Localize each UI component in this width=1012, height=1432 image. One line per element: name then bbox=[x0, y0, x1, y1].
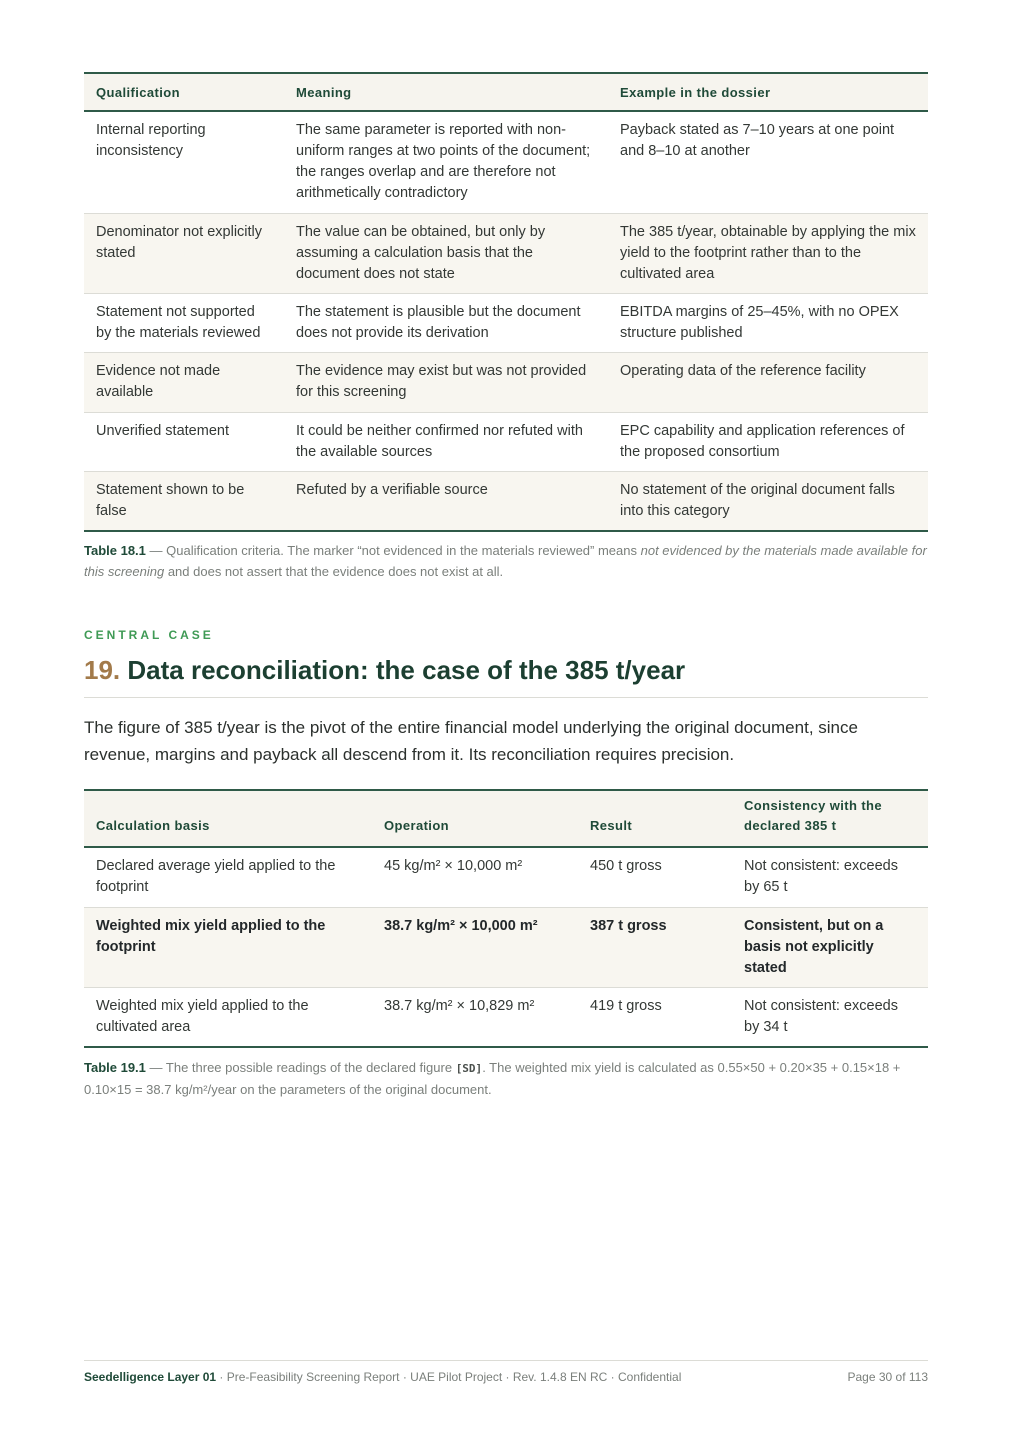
table-cell: It could be neither confirmed nor refuted with the available sources bbox=[284, 412, 608, 471]
intro-paragraph: The figure of 385 t/year is the pivot of the entire financial model underlying the original document, since revenue, margins and payback all descend from it. Its reconciliation requires precision. bbox=[84, 718, 858, 764]
caption-text: . The weighted mix yield is calculated as 0.55×50 + 0.20×35 + 0.15×18 + 0.10×15 = 38.7 kg/m²/year on the parameters of the original document. bbox=[84, 1060, 901, 1097]
qualification-criteria-table bbox=[84, 72, 928, 532]
section-kicker: CENTRAL CASE bbox=[84, 628, 214, 642]
table-cell: Refuted by a verifiable source bbox=[284, 471, 608, 531]
reconciliation-table bbox=[84, 789, 928, 1048]
table-cell: Not consistent: exceeds by 34 t bbox=[744, 997, 898, 1035]
table-row bbox=[84, 412, 928, 471]
caption-text: — The three possible readings of the declared figure bbox=[145, 1060, 456, 1075]
footer-details: · Pre-Feasibility Screening Report · UAE Pilot Project · Rev. 1.4.8 EN RC · Confidential bbox=[216, 1370, 682, 1384]
table-cell: The statement is plausible but the document does not provide its derivation bbox=[284, 293, 608, 352]
table-cell: Operating data of the reference facility bbox=[608, 352, 928, 412]
footer-divider bbox=[84, 1360, 928, 1361]
table-row bbox=[84, 352, 928, 412]
table-row bbox=[84, 847, 928, 907]
table-cell: Declared average yield applied to the footprint bbox=[84, 847, 372, 907]
caption-text: and does not assert that the evidence does not exist at all. bbox=[164, 564, 504, 579]
caption-label: Table 18.1 bbox=[84, 543, 146, 558]
heading-divider bbox=[84, 697, 928, 698]
table-cell: 419 t gross bbox=[590, 997, 662, 1014]
caption-text: — Qualification criteria. The marker “not evidenced in the materials reviewed” means bbox=[145, 543, 641, 558]
table-cell: The 385 t/year, obtainable by applying the mix yield to the footprint rather than to the cultivated area bbox=[608, 213, 928, 293]
table-cell: The same parameter is reported with non-uniform ranges at two points of the document; the ranges overlap and are therefore not arithmetically contradictory bbox=[284, 111, 608, 213]
table-cell: Weighted mix yield applied to the footprint bbox=[84, 907, 372, 987]
column-header: Qualification bbox=[84, 73, 284, 111]
section-number: 19. bbox=[84, 655, 121, 685]
table-caption bbox=[84, 540, 928, 582]
table-cell: Not consistent: exceeds by 65 t bbox=[732, 847, 928, 907]
table-cell: 387 t gross bbox=[578, 907, 732, 987]
table-cell: Unverified statement bbox=[84, 412, 284, 471]
table-cell: Weighted mix yield applied to the cultivated area bbox=[96, 997, 309, 1035]
table-header-row bbox=[84, 790, 928, 847]
table-row bbox=[84, 293, 928, 352]
table-cell: Consistent, but on a basis not explicitly stated bbox=[732, 907, 928, 987]
table-row bbox=[84, 987, 928, 1047]
column-header: Consistency with the declared 385 t bbox=[732, 790, 928, 847]
table-cell: EPC capability and application references of the proposed consortium bbox=[608, 412, 928, 471]
table-cell: 450 t gross bbox=[578, 847, 732, 907]
column-header: Example in the dossier bbox=[608, 73, 928, 111]
column-header: Calculation basis bbox=[84, 790, 372, 847]
footer-brand: Seedelligence Layer 01 bbox=[84, 1370, 217, 1384]
caption-label: Table 19.1 bbox=[84, 1060, 146, 1075]
table-cell: 38.7 kg/m² × 10,829 m² bbox=[384, 997, 535, 1014]
table-cell: Statement shown to be false bbox=[84, 471, 284, 531]
footer-info bbox=[84, 1370, 681, 1384]
source-tag: [SD] bbox=[455, 1062, 483, 1075]
column-header: Result bbox=[578, 790, 732, 847]
table-row-highlighted bbox=[84, 907, 928, 987]
table-cell: Denominator not explicitly stated bbox=[84, 213, 284, 293]
table-row bbox=[84, 111, 928, 213]
section-title: Data reconciliation: the case of the 385 t/year bbox=[127, 655, 686, 685]
table-cell: The evidence may exist but was not provided for this screening bbox=[284, 352, 608, 412]
table-cell: EBITDA margins of 25–45%, with no OPEX structure published bbox=[608, 293, 928, 352]
table-cell: Statement not supported by the materials reviewed bbox=[84, 293, 284, 352]
column-header: Operation bbox=[372, 790, 578, 847]
table-cell: No statement of the original document falls into this category bbox=[608, 471, 928, 531]
page-number: Page 30 of 113 bbox=[847, 1370, 928, 1384]
table-row bbox=[84, 213, 928, 293]
table-row bbox=[84, 471, 928, 531]
section-heading bbox=[84, 655, 685, 686]
table-cell: 38.7 kg/m² × 10,000 m² bbox=[372, 907, 578, 987]
table-cell: The value can be obtained, but only by assuming a calculation basis that the document does not state bbox=[284, 213, 608, 293]
table-cell: 45 kg/m² × 10,000 m² bbox=[372, 847, 578, 907]
table-caption bbox=[84, 1057, 928, 1100]
table-header-row bbox=[84, 73, 928, 111]
column-header: Meaning bbox=[284, 73, 608, 111]
table-cell: Evidence not made available bbox=[84, 352, 284, 412]
table-cell: Internal reporting inconsistency bbox=[84, 111, 284, 213]
table-cell: Payback stated as 7–10 years at one point and 8–10 at another bbox=[608, 111, 928, 213]
caption-emphasis: not evidenced by the materials made available for this screening bbox=[84, 543, 927, 579]
